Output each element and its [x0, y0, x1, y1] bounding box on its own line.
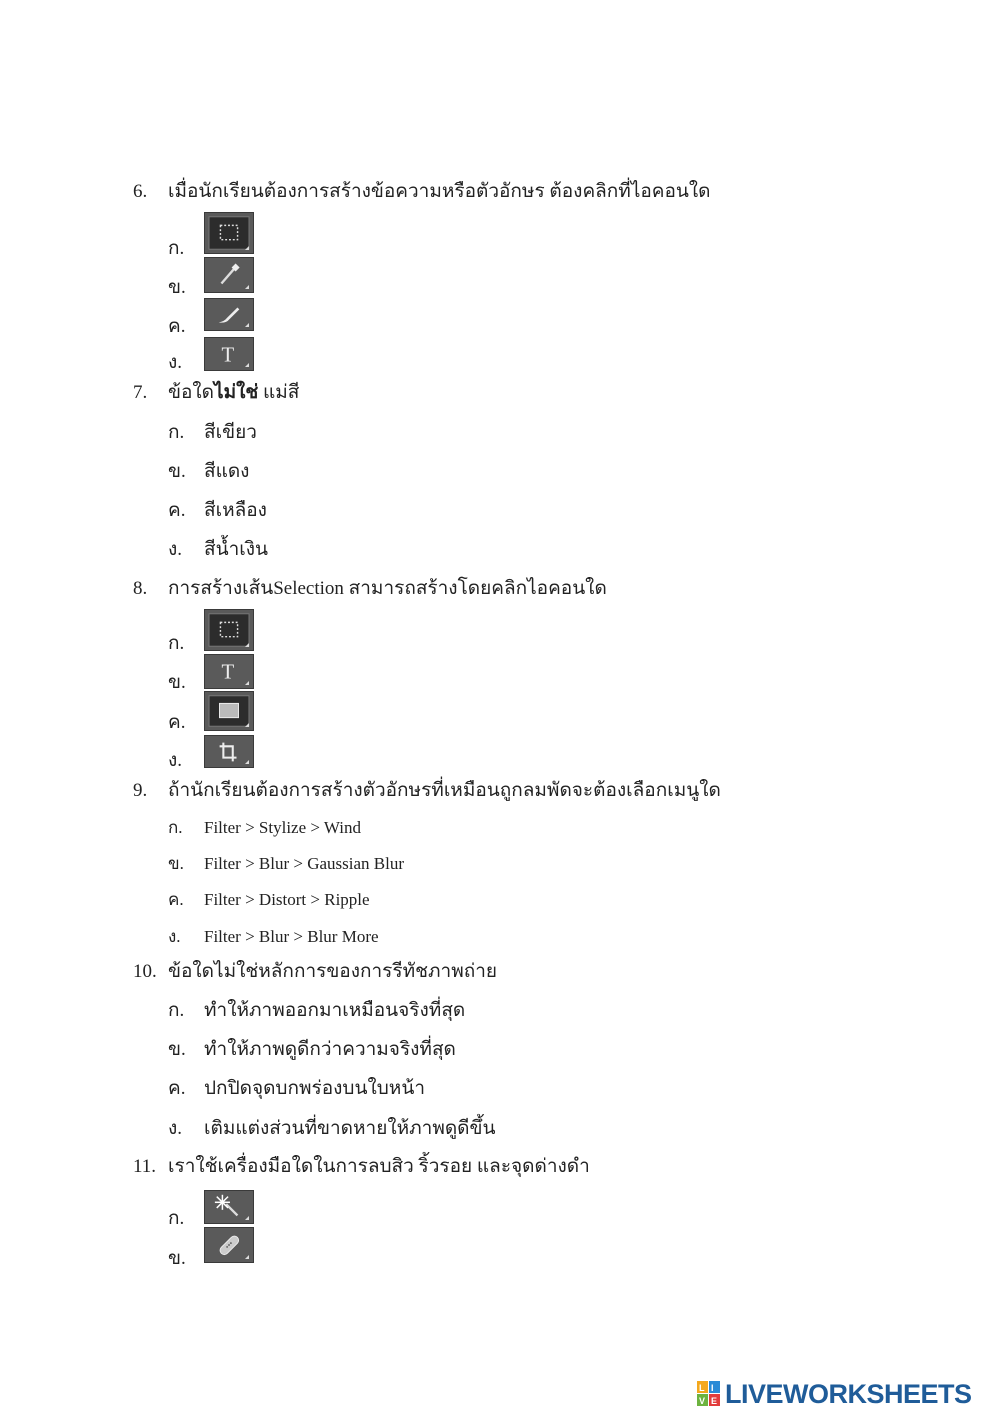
- option-text: ทำให้ภาพดูดีกว่าความจริงที่สุด: [204, 1039, 456, 1060]
- option-text: ทำให้ภาพออกมาเหมือนจริงที่สุด: [204, 1000, 466, 1021]
- healing-brush-icon[interactable]: [204, 1227, 254, 1263]
- question-text: เมื่อนักเรียนต้องการสร้างข้อความหรือตัวอักษร ต้องคลิกที่ไอคอนใด: [168, 181, 711, 202]
- option-letter: ก.: [168, 238, 185, 259]
- question-number: 10.: [133, 961, 157, 982]
- marquee-icon[interactable]: [204, 212, 254, 254]
- magic-wand-icon[interactable]: [204, 1190, 254, 1224]
- option-letter: ก.: [168, 818, 183, 837]
- question-text: เราใช้เครื่องมือใดในการลบสิว ริ้วรอย และจุดด่างดำ: [168, 1156, 590, 1177]
- logo-text: LIVEWORKSHEETS: [725, 1379, 972, 1409]
- eyedropper-icon[interactable]: [204, 257, 254, 293]
- option-letter: ก.: [168, 422, 185, 443]
- crop-icon[interactable]: [204, 735, 254, 768]
- option-letter: ก.: [168, 1000, 185, 1021]
- option-letter: ข.: [168, 672, 186, 693]
- option-letter: ข.: [168, 1039, 186, 1060]
- rectangle-icon[interactable]: [204, 691, 254, 731]
- option-text: เติมแต่งส่วนที่ขาดหายให้ภาพดูดีขึ้น: [204, 1118, 496, 1139]
- option-letter: ค.: [168, 890, 184, 909]
- option-letter: ง.: [168, 1118, 183, 1139]
- question-text: การสร้างเส้นSelection สามารถสร้างโดยคลิกไอคอนใด: [168, 578, 607, 599]
- option-text: ปกปิดจุดบกพร่องบนใบหน้า: [204, 1078, 425, 1099]
- option-text: Filter > Blur > Gaussian Blur: [204, 854, 405, 873]
- option-letter: ข.: [168, 1248, 186, 1269]
- question-number: 8.: [133, 578, 148, 599]
- option-text: สีแดง: [204, 461, 250, 482]
- option-text: สีเหลือง: [204, 500, 267, 521]
- question-number: 11.: [133, 1156, 157, 1177]
- question-text-prefix: ข้อใด: [168, 382, 215, 403]
- option-text: สีน้ำเงิน: [204, 539, 269, 560]
- option-letter: ค.: [168, 1078, 186, 1099]
- svg-text:V: V: [699, 1396, 706, 1406]
- option-letter: ค.: [168, 500, 186, 521]
- marquee-icon[interactable]: [204, 609, 254, 651]
- option-letter: ข.: [168, 461, 186, 482]
- option-letter: ง.: [168, 927, 181, 946]
- option-letter: ง.: [168, 750, 183, 771]
- brush-icon[interactable]: [204, 298, 254, 331]
- question-text: [168, 382, 299, 404]
- option-letter: ค.: [168, 712, 186, 733]
- question-number: 7.: [133, 382, 148, 403]
- option-letter: ข.: [168, 854, 184, 873]
- question-text: ถ้านักเรียนต้องการสร้างตัวอักษรที่เหมือนถูกลมพัดจะต้องเลือกเมนูใด: [168, 780, 721, 801]
- option-text: Filter > Blur > Blur More: [204, 927, 379, 946]
- option-letter: ก.: [168, 633, 185, 654]
- text-tool-icon[interactable]: [204, 654, 254, 689]
- text-tool-icon[interactable]: [204, 337, 254, 371]
- live-badge-icon: [697, 1381, 721, 1407]
- svg-text:E: E: [711, 1396, 718, 1406]
- option-text: Filter > Distort > Ripple: [204, 890, 370, 909]
- option-letter: ข.: [168, 277, 186, 298]
- svg-text:L: L: [699, 1383, 705, 1393]
- svg-text:T: T: [221, 344, 235, 367]
- svg-text:T: T: [221, 661, 235, 684]
- option-letter: ง.: [168, 539, 183, 560]
- option-letter: ค.: [168, 316, 186, 337]
- option-text: Filter > Stylize > Wind: [204, 818, 362, 837]
- option-letter: ง.: [168, 352, 183, 373]
- question-number: 6.: [133, 181, 148, 202]
- question-number: 9.: [133, 780, 148, 801]
- question-text-suffix: แม่สี: [258, 382, 300, 403]
- question-text: ข้อใดไม่ใช่หลักการของการรีทัชภาพถ่าย: [168, 961, 498, 982]
- option-letter: ก.: [168, 1208, 185, 1229]
- svg-text:I: I: [711, 1383, 714, 1393]
- option-text: สีเขียว: [204, 422, 257, 443]
- question-text-bold: ไม่ใช่: [214, 382, 259, 403]
